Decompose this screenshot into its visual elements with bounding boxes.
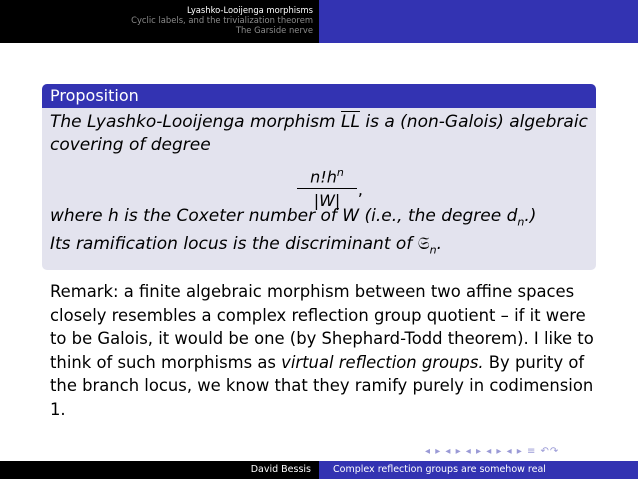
ll-morphism-symbol: $\overline{LL}$ bbox=[341, 112, 360, 132]
nav-section-lyashko[interactable]: Lyashko-Looijenga morphisms bbox=[186, 5, 313, 15]
header-right-panel bbox=[319, 0, 638, 43]
header-bar bbox=[0, 0, 638, 43]
symmetric-group-symbol: 𝔖 bbox=[417, 234, 430, 255]
proposition-text: . bbox=[436, 234, 443, 255]
formula-num-exponent: n bbox=[336, 166, 344, 179]
subscript-n: n bbox=[429, 243, 437, 257]
beamer-navigation-symbols[interactable]: ◂ ▸ ◂ ▸ ◂ ▸ ◂ ▸ ◂ ▸ ≡ ↶↷ bbox=[425, 446, 560, 457]
nav-section-garside-nerve[interactable]: The Garside nerve bbox=[235, 25, 313, 35]
formula-numerator bbox=[297, 163, 357, 186]
proposition-line-1 bbox=[50, 111, 588, 134]
proposition-line-4 bbox=[50, 233, 588, 261]
nav-section-cyclic-labels[interactable]: Cyclic labels, and the trivialization theorem bbox=[131, 15, 313, 25]
proposition-text: Its ramification locus is the discriminant of bbox=[50, 234, 418, 255]
fraction-bar bbox=[297, 188, 357, 189]
proposition-body bbox=[42, 108, 596, 262]
footer-bar bbox=[0, 461, 638, 479]
proposition-text: is a (non-Galois) algebraic bbox=[359, 112, 588, 132]
formula-comma: , bbox=[357, 180, 363, 199]
remark-italic-text: virtual reflection groups. bbox=[281, 352, 484, 372]
remark-text: By purity of the branch locus, we know that they ramify purely in codimension 1. bbox=[50, 352, 594, 419]
remark-text: Remark: a finite algebraic morphism between two affine spaces closely resembles a complex reflection group quotient – if it were to be Galois, it would be one (by Shephard-Todd theorem). I like to think of such morphisms as bbox=[50, 282, 594, 372]
subscript-n: n bbox=[517, 215, 525, 229]
proposition-line-2: covering of degree bbox=[50, 135, 211, 155]
formula-num-text: n!h bbox=[310, 167, 337, 187]
proposition-title: Proposition bbox=[42, 84, 596, 108]
proposition-text: (i.e., the degree d bbox=[364, 206, 518, 226]
proposition-text: The Lyashko-Looijenga morphism bbox=[50, 112, 342, 132]
footer-title: Complex reflection groups are somehow real bbox=[319, 461, 638, 479]
proposition-text: .) bbox=[524, 206, 537, 226]
remark-paragraph bbox=[50, 280, 602, 421]
footer-author: David Bessis bbox=[0, 461, 319, 479]
degree-formula bbox=[297, 163, 363, 211]
proposition-text: where h is the Coxeter number of W bbox=[50, 206, 365, 226]
proposition-block bbox=[42, 84, 596, 270]
formula-denominator: |W| bbox=[313, 191, 341, 211]
